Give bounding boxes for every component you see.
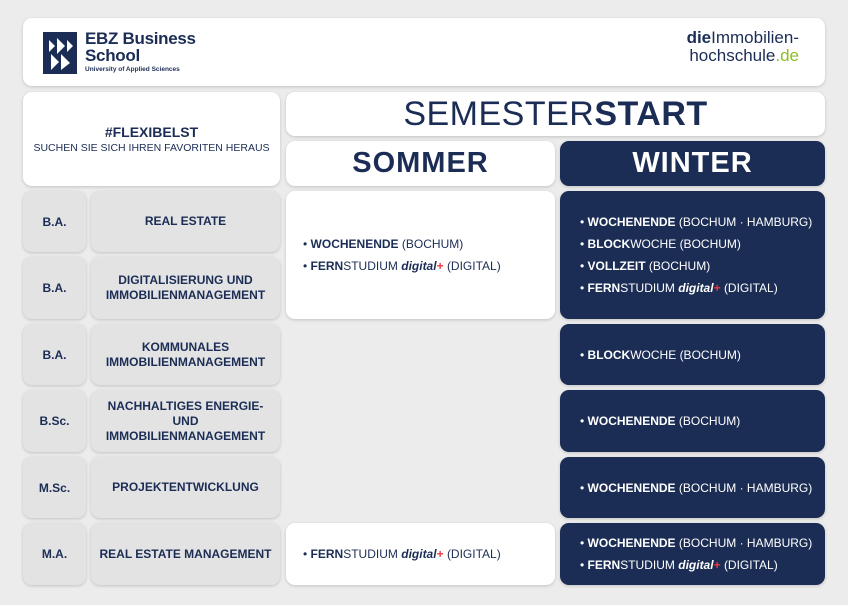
option-line: • FERNSTUDIUM digital+ (DIGITAL) [303, 259, 501, 273]
option-line: • WOCHENENDE (BOCHUM · HAMBURG) [580, 536, 813, 550]
ebz-subtitle: University of Applied Sciences [85, 66, 180, 73]
ih-de: .de [775, 46, 799, 65]
winter-options-master [560, 523, 825, 585]
program-name: REAL ESTATE [91, 191, 280, 252]
winter-options-kommunal [560, 324, 825, 385]
option-line: • BLOCKWOCHE (BOCHUM) [580, 237, 741, 251]
option-line: • WOCHENENDE (BOCHUM · HAMBURG) [580, 215, 813, 229]
summer-options-bachelor [286, 191, 555, 319]
ebz-name-line2: School [85, 46, 140, 65]
ih-immo: Immobilien- [711, 28, 799, 47]
option-line: • FERNSTUDIUM digital+ (DIGITAL) [303, 547, 501, 561]
winter-column-header: WINTER [560, 141, 825, 186]
program-name: PROJEKTENTWICKLUNG [91, 457, 280, 518]
degree-label: B.A. [23, 191, 86, 252]
ih-hoch: hochschule [689, 46, 776, 65]
winter-options-bachelor [560, 191, 825, 319]
degree-label: B.A. [23, 257, 86, 319]
semester-start-heading [286, 92, 825, 136]
ebz-wordmark [85, 30, 196, 73]
program-name: REAL ESTATE MANAGEMENT [91, 523, 280, 585]
start-word: START [594, 95, 708, 133]
program-name: KOMMUNALES IMMOBILIENMANAGEMENT [91, 324, 280, 385]
hashtag-heading: #FLEXIBELST [104, 124, 199, 140]
degree-label: B.A. [23, 324, 86, 385]
semester-word: SEMESTER [403, 95, 595, 133]
option-line: • WOCHENENDE (BOCHUM) [303, 237, 464, 251]
ebz-logo-icon [43, 32, 77, 74]
degree-label: B.Sc. [23, 390, 86, 452]
option-line: • VOLLZEIT (BOCHUM) [580, 259, 711, 273]
winter-options-energie [560, 390, 825, 452]
winter-options-projekt [560, 457, 825, 518]
option-line: • WOCHENENDE (BOCHUM · HAMBURG) [580, 480, 813, 495]
option-line: • BLOCKWOCHE (BOCHUM) [580, 347, 741, 362]
immobilienhochschule-logo [687, 29, 799, 65]
program-name: NACHHALTIGES ENERGIE- UND IMMOBILIENMANAGEMENT [91, 390, 280, 452]
degree-label: M.A. [23, 523, 86, 585]
program-name: DIGITALISIERUNG UND IMMOBILIENMANAGEMENT [91, 257, 280, 319]
summer-column-header: SOMMER [286, 141, 555, 186]
header-bar [23, 18, 825, 86]
ebz-name-line1: EBZ Business [85, 29, 196, 48]
intro-box [23, 92, 280, 186]
summer-options-master [286, 523, 555, 585]
degree-label: M.Sc. [23, 457, 86, 518]
option-line: • FERNSTUDIUM digital+ (DIGITAL) [580, 281, 778, 295]
option-line: • WOCHENENDE (BOCHUM) [580, 414, 741, 428]
ih-die: die [686, 28, 712, 47]
intro-tagline: SUCHEN SIE SICH IHREN FAVORITEN HERAUS [33, 142, 270, 154]
option-line: • FERNSTUDIUM digital+ (DIGITAL) [580, 558, 778, 572]
